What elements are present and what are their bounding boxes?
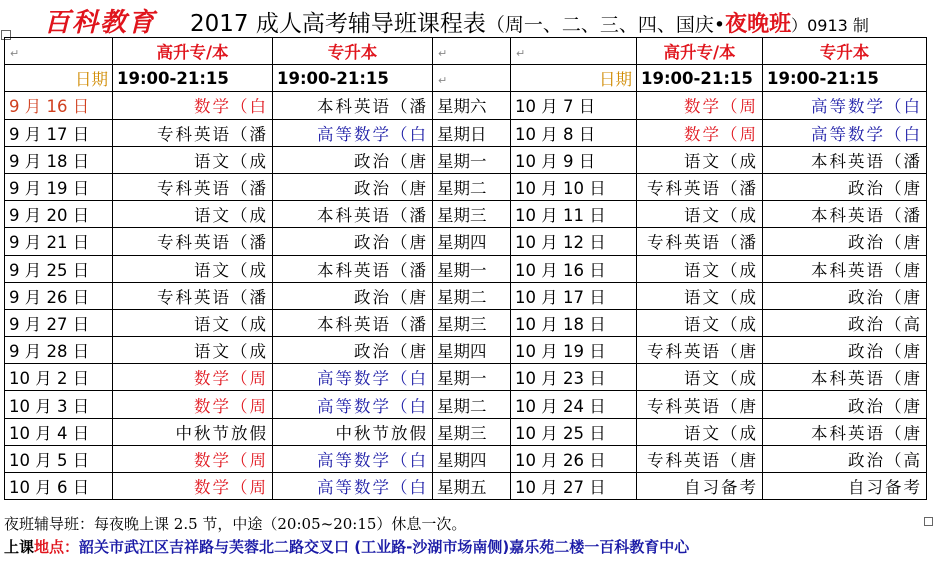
- row-course-a-right: 专科英语（潘: [637, 228, 763, 255]
- row-date: 9 月 28 日: [5, 337, 113, 364]
- row-date-right: 10 月 8 日: [511, 119, 637, 146]
- row-course-b-right: 本科英语（潘: [763, 146, 927, 173]
- row-course-b-right: 本科英语（潘: [763, 201, 927, 228]
- row-course-b: 高等数学（白: [273, 391, 433, 418]
- row-course-b-right: 政治（唐: [763, 337, 927, 364]
- table-row: [5, 173, 927, 200]
- row-course-b: 高等数学（白: [273, 119, 433, 146]
- time-slot: 19:00-21:15: [273, 65, 433, 92]
- row-course-b-right: 政治（高: [763, 445, 927, 472]
- header-empty: ↵: [511, 38, 637, 65]
- row-course-a: 数学（周: [113, 364, 273, 391]
- row-course-b-right: 政治（高: [763, 309, 927, 336]
- row-weekday: 星期一: [433, 146, 511, 173]
- row-weekday: 星期四: [433, 337, 511, 364]
- row-date-right: 10 月 17 日: [511, 282, 637, 309]
- row-date: 9 月 26 日: [5, 282, 113, 309]
- row-course-b: 中秋节放假: [273, 418, 433, 445]
- row-course-b: 政治（唐: [273, 282, 433, 309]
- row-date: 9 月 25 日: [5, 255, 113, 282]
- row-course-a: 专科英语（潘: [113, 228, 273, 255]
- row-date: 9 月 18 日: [5, 146, 113, 173]
- row-course-b: 政治（唐: [273, 228, 433, 255]
- row-course-b: 高等数学（白: [273, 473, 433, 500]
- row-course-a: 数学（周: [113, 473, 273, 500]
- page-title: [190, 5, 869, 38]
- row-date: 9 月 21 日: [5, 228, 113, 255]
- location-label-b: 地点：: [34, 538, 80, 556]
- row-course-a: 专科英语（潘: [113, 119, 273, 146]
- time-slot-right: 19:00-21:15: [637, 65, 763, 92]
- row-weekday: 星期四: [433, 228, 511, 255]
- title-bar: [0, 0, 935, 36]
- table-row: [5, 92, 927, 119]
- time-empty: ↵: [433, 65, 511, 92]
- date-label-right: 日期: [511, 65, 637, 92]
- row-date: 9 月 17 日: [5, 119, 113, 146]
- row-course-a: 中秋节放假: [113, 418, 273, 445]
- row-course-b-right: 政治（唐: [763, 282, 927, 309]
- time-slot: 19:00-21:15: [113, 65, 273, 92]
- row-course-a: 语文（成: [113, 201, 273, 228]
- row-course-a-right: 语文（成: [637, 418, 763, 445]
- row-course-b-right: 高等数学（白: [763, 119, 927, 146]
- header-empty: ↵: [433, 38, 511, 65]
- header-col-b-right: 专升本: [763, 38, 927, 65]
- row-weekday: 星期六: [433, 92, 511, 119]
- row-date-right: 10 月 27 日: [511, 473, 637, 500]
- table-row: [5, 445, 927, 472]
- row-weekday: 星期日: [433, 119, 511, 146]
- row-weekday: 星期四: [433, 445, 511, 472]
- row-course-a-right: 自习备考: [637, 473, 763, 500]
- header-row: [5, 38, 927, 65]
- row-date-right: 10 月 19 日: [511, 337, 637, 364]
- table-row: [5, 473, 927, 500]
- night-class-note: 夜班辅导班：每夜晚上课 2.5 节，中途（20:05~20:15）休息一次。: [4, 515, 467, 533]
- title-night: 夜晚班: [725, 12, 792, 37]
- row-date: 9 月 27 日: [5, 309, 113, 336]
- row-date-right: 10 月 12 日: [511, 228, 637, 255]
- row-course-b-right: 自习备考: [763, 473, 927, 500]
- row-course-b-right: 政治（唐: [763, 228, 927, 255]
- row-weekday: 星期二: [433, 173, 511, 200]
- row-course-a-right: 语文（成: [637, 255, 763, 282]
- title-days: （周一、二、三、四、国庆•: [485, 14, 726, 36]
- row-course-a-right: 数学（周: [637, 92, 763, 119]
- row-date: 9 月 20 日: [5, 201, 113, 228]
- resize-handle-icon: [924, 517, 933, 526]
- row-course-b: 本科英语（潘: [273, 309, 433, 336]
- row-course-a: 数学（周: [113, 445, 273, 472]
- row-date-right: 10 月 26 日: [511, 445, 637, 472]
- row-date-right: 10 月 24 日: [511, 391, 637, 418]
- row-weekday: 星期五: [433, 473, 511, 500]
- time-row: [5, 65, 927, 92]
- row-date-right: 10 月 16 日: [511, 255, 637, 282]
- row-course-b-right: 本科英语（唐: [763, 364, 927, 391]
- location-line: [4, 536, 689, 557]
- row-weekday: 星期二: [433, 282, 511, 309]
- table-row: [5, 228, 927, 255]
- row-course-b: 高等数学（白: [273, 445, 433, 472]
- header-col-a: 高升专/本: [113, 38, 273, 65]
- row-course-a: 语文（成: [113, 146, 273, 173]
- title-main: 2017 成人高考辅导班课程表: [190, 11, 486, 37]
- row-course-a-right: 专科英语（唐: [637, 391, 763, 418]
- row-course-a-right: 数学（周: [637, 119, 763, 146]
- row-course-a: 数学（白: [113, 92, 273, 119]
- row-weekday: 星期三: [433, 309, 511, 336]
- table-row: [5, 337, 927, 364]
- location-address: 韶关市武江区吉祥路与芙蓉北二路交叉口 (工业路-沙湖市场南侧)嘉乐苑二楼一百科教育中心: [79, 538, 690, 556]
- row-date-right: 10 月 25 日: [511, 418, 637, 445]
- row-date-right: 10 月 9 日: [511, 146, 637, 173]
- row-date: 10 月 3 日: [5, 391, 113, 418]
- row-date-right: 10 月 10 日: [511, 173, 637, 200]
- table-row: [5, 391, 927, 418]
- row-weekday: 星期一: [433, 255, 511, 282]
- table-row: [5, 255, 927, 282]
- row-course-a: 语文（成: [113, 309, 273, 336]
- row-weekday: 星期三: [433, 201, 511, 228]
- row-date-right: 10 月 7 日: [511, 92, 637, 119]
- row-date: 10 月 2 日: [5, 364, 113, 391]
- row-course-b: 政治（唐: [273, 146, 433, 173]
- table-row: [5, 201, 927, 228]
- header-empty: ↵: [5, 38, 113, 65]
- row-course-a-right: 专科英语（唐: [637, 337, 763, 364]
- row-weekday: 星期一: [433, 364, 511, 391]
- row-course-a-right: 语文（成: [637, 282, 763, 309]
- row-date-right: 10 月 23 日: [511, 364, 637, 391]
- row-weekday: 星期三: [433, 418, 511, 445]
- table-row: [5, 282, 927, 309]
- row-course-b-right: 政治（唐: [763, 391, 927, 418]
- row-course-b-right: 政治（唐: [763, 173, 927, 200]
- row-course-a-right: 语文（成: [637, 201, 763, 228]
- row-course-b: 本科英语（潘: [273, 201, 433, 228]
- row-course-a-right: 语文（成: [637, 146, 763, 173]
- location-label-a: 上课: [4, 538, 35, 556]
- row-course-a-right: 专科英语（唐: [637, 445, 763, 472]
- row-course-b-right: 高等数学（白: [763, 92, 927, 119]
- table-row: [5, 364, 927, 391]
- time-slot-right: 19:00-21:15: [763, 65, 927, 92]
- row-date-right: 10 月 18 日: [511, 309, 637, 336]
- row-date: 10 月 4 日: [5, 418, 113, 445]
- table-row: [5, 146, 927, 173]
- row-course-b-right: 本科英语（唐: [763, 418, 927, 445]
- row-weekday: 星期二: [433, 391, 511, 418]
- title-suffix: ）0913 制: [791, 16, 869, 35]
- row-course-a-right: 专科英语（潘: [637, 173, 763, 200]
- row-course-a-right: 语文（成: [637, 364, 763, 391]
- row-course-a: 语文（成: [113, 337, 273, 364]
- row-date-right: 10 月 11 日: [511, 201, 637, 228]
- row-date: 10 月 5 日: [5, 445, 113, 472]
- row-course-a: 专科英语（潘: [113, 282, 273, 309]
- row-course-b: 政治（唐: [273, 173, 433, 200]
- row-course-b: 政治（唐: [273, 337, 433, 364]
- row-date: 9 月 16 日: [5, 92, 113, 119]
- header-col-b: 专升本: [273, 38, 433, 65]
- schedule-table: [4, 37, 927, 500]
- table-row: [5, 119, 927, 146]
- table-row: [5, 418, 927, 445]
- row-course-b: 本科英语（潘: [273, 255, 433, 282]
- header-col-a-right: 高升专/本: [637, 38, 763, 65]
- row-course-b: 本科英语（潘: [273, 92, 433, 119]
- date-label: 日期: [5, 65, 113, 92]
- row-course-b-right: 本科英语（唐: [763, 255, 927, 282]
- row-course-b: 高等数学（白: [273, 364, 433, 391]
- brand-name: 百科教育: [44, 8, 157, 38]
- row-date: 9 月 19 日: [5, 173, 113, 200]
- row-course-a: 语文（成: [113, 255, 273, 282]
- row-course-a: 数学（周: [113, 391, 273, 418]
- row-course-a: 专科英语（潘: [113, 173, 273, 200]
- row-date: 10 月 6 日: [5, 473, 113, 500]
- row-course-a-right: 语文（成: [637, 309, 763, 336]
- table-row: [5, 309, 927, 336]
